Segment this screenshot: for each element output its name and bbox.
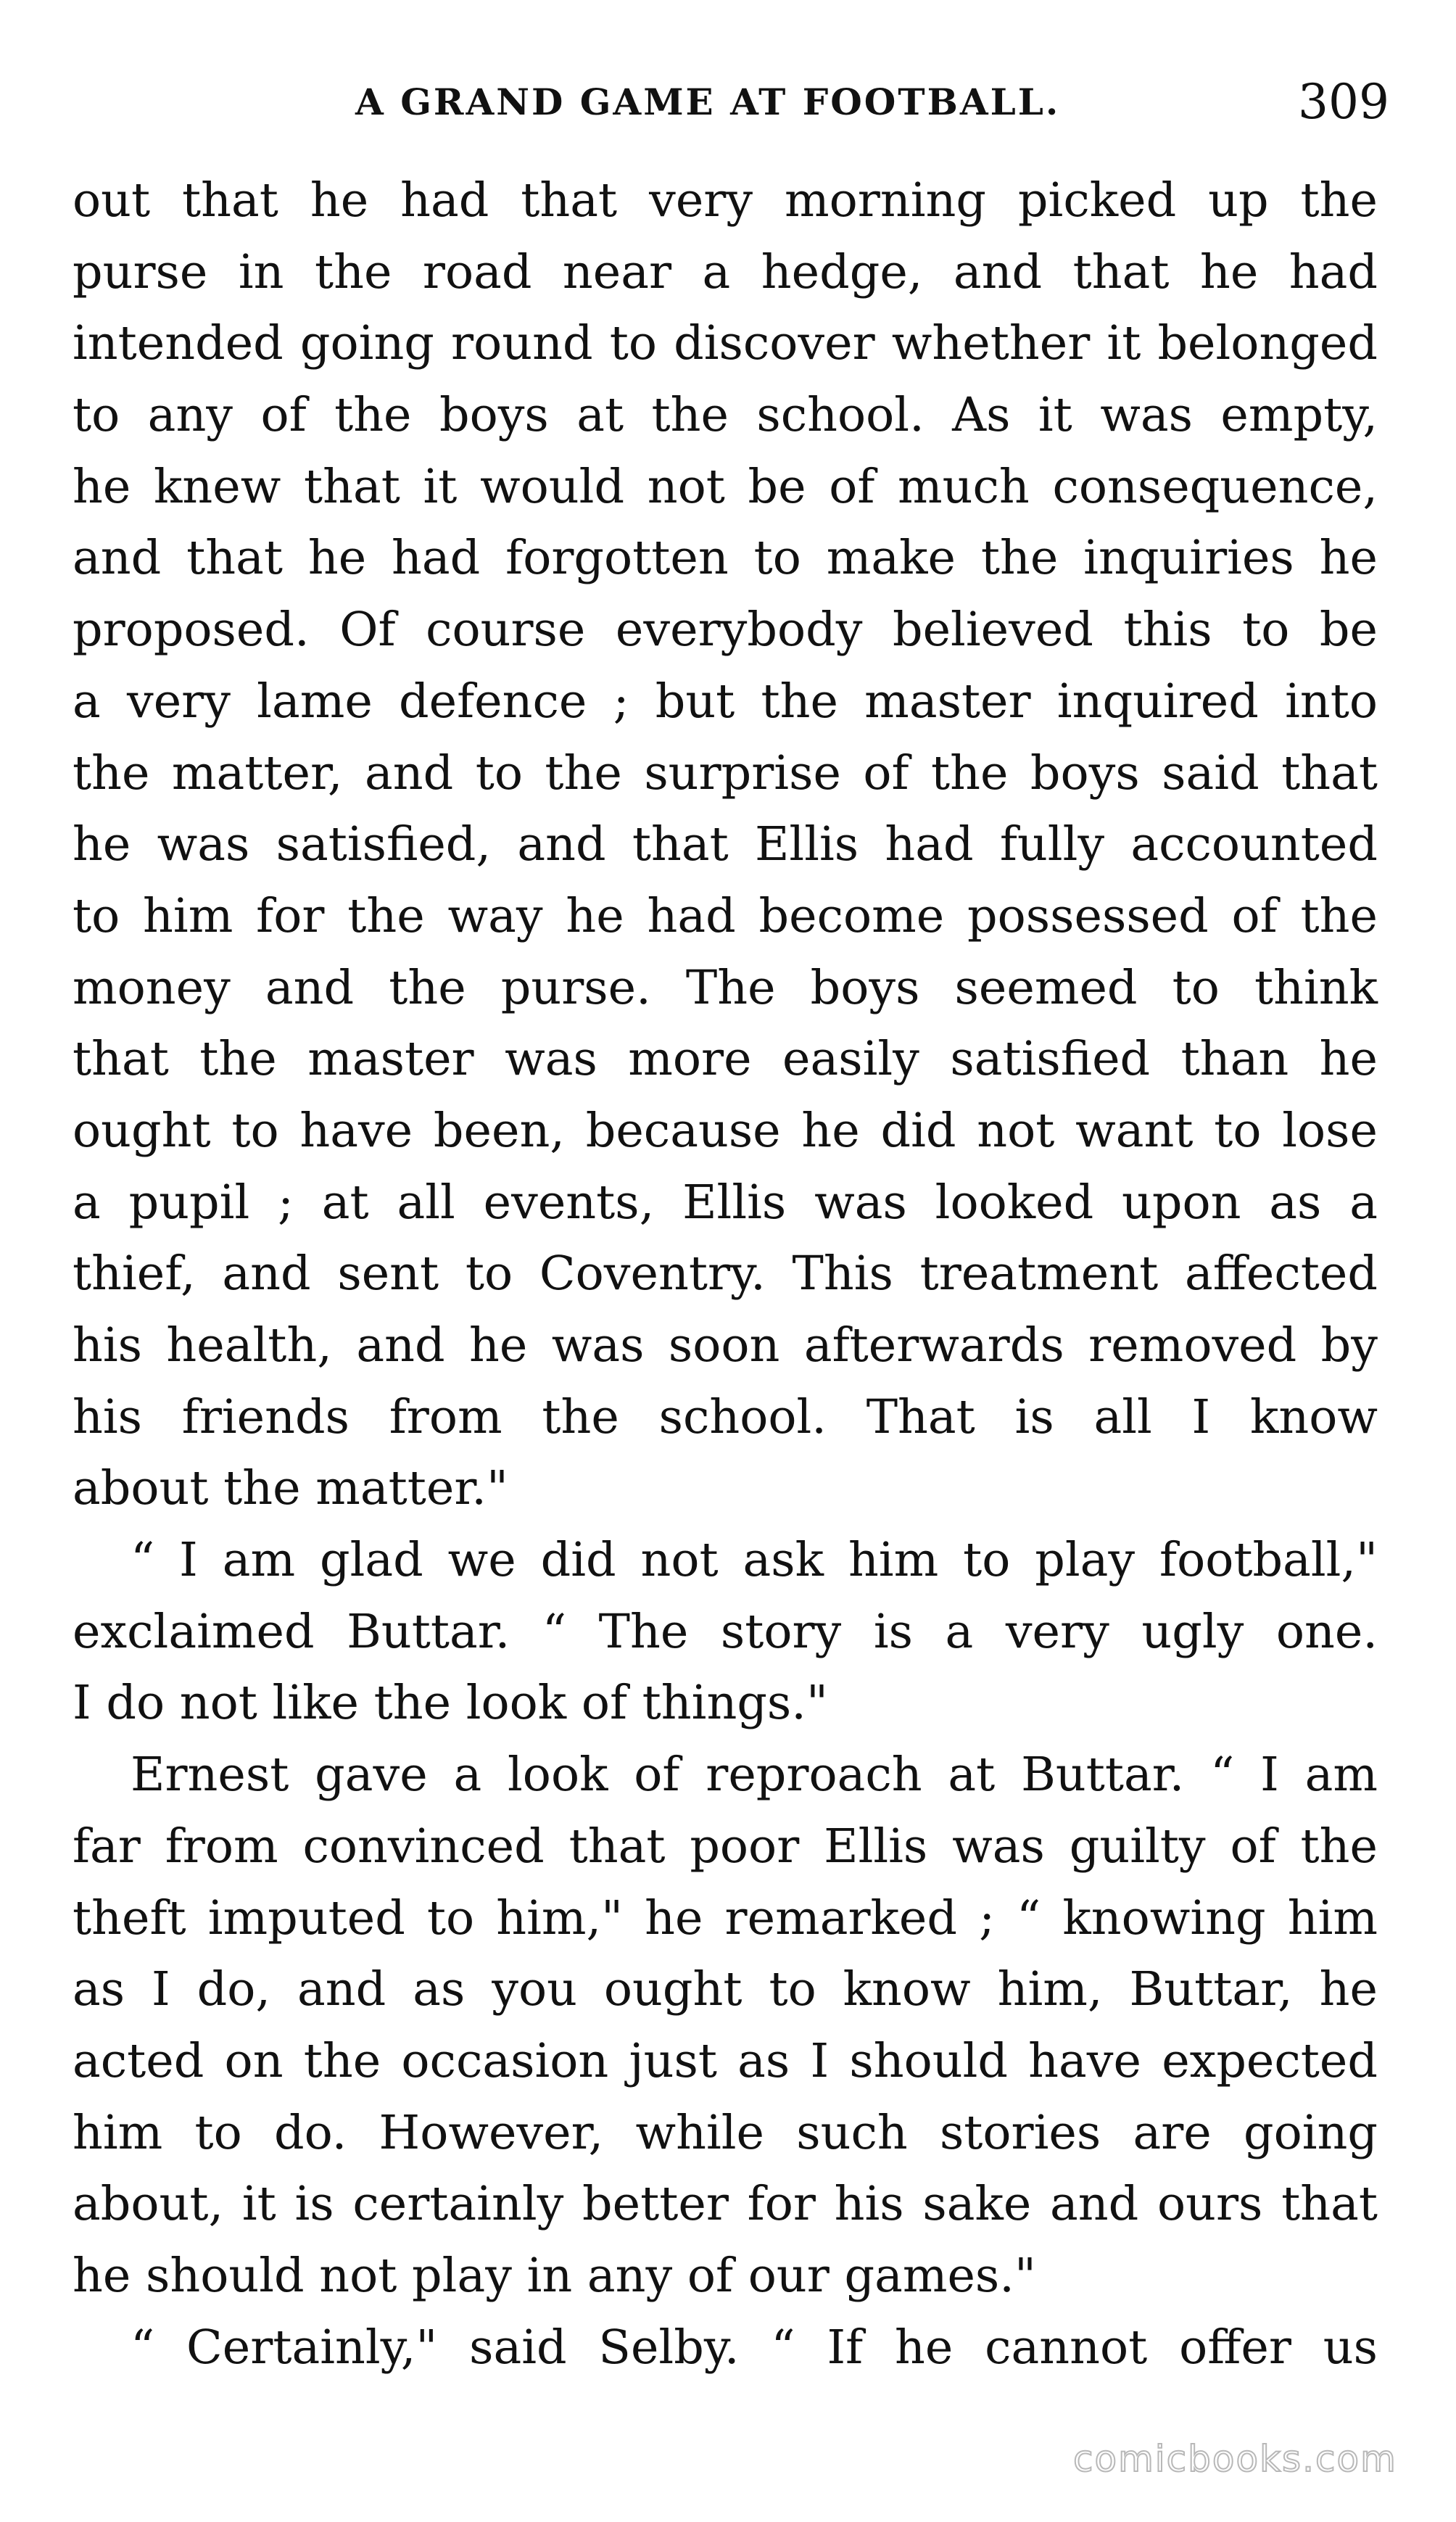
text-line: exclaimed Buttar. “ The story is a very ugly one. [73,1604,1378,1659]
text-line: he should not play in any of our games." [73,2248,1036,2303]
text-line: his health, and he was soon afterwards removed by [73,1318,1378,1373]
text-line: proposed. Of course everybody believed this to be [73,603,1378,658]
body-text [73,165,1378,2384]
text-line: him to do. However, while such stories are going [73,2105,1378,2160]
text-line: he was satisfied, and that Ellis had fully accounted [73,817,1378,872]
text-line: to him for the way he had become possessed of the [73,888,1378,943]
text-line: money and the purse. The boys seemed to think [73,960,1378,1015]
text-line: acted on the occasion just as I should have expected [73,2033,1378,2088]
text-line: intended going round to discover whether it belonged [73,316,1378,371]
text-line: and that he had forgotten to make the inquiries he [73,531,1378,586]
text-line: the matter, and to the surprise of the boys said that [73,745,1378,801]
text-line: I do not like the look of things." [73,1676,828,1731]
running-header [0,70,1456,135]
text-line: his friends from the school. That is all I know [73,1389,1378,1444]
text-line: that the master was more easily satisfied than he [73,1032,1378,1087]
page-number: 309 [1298,74,1389,130]
text-line: purse in the road near a hedge, and that he had [73,244,1378,299]
text-line: about, it is certainly better for his sake and ours that [73,2177,1378,2232]
watermark: comicbooks.com [1073,2438,1397,2480]
text-line: “ I am glad we did not ask him to play football," [131,1533,1378,1588]
text-line: far from convinced that poor Ellis was guilty of the [73,1819,1378,1874]
text-line: a very lame defence ; but the master inquired into [73,674,1378,729]
text-line: about the matter." [73,1461,508,1516]
text-line: ought to have been, because he did not want to lose [73,1103,1378,1158]
text-line: theft imputed to him," he remarked ; “ knowing him [73,1890,1378,1946]
running-title: A GRAND GAME AT FOOTBALL. [355,80,1061,123]
text-line: a pupil ; at all events, Ellis was looked upon as a [73,1175,1378,1230]
text-line: “ Certainly," said Selby. “ If he cannot offer us [131,2320,1378,2375]
text-line: to any of the boys at the school. As it was empty, [73,388,1378,443]
text-line: Ernest gave a look of reproach at Buttar. “ I am [131,1748,1378,1803]
text-line: out that he had that very morning picked up the [73,173,1378,228]
text-line: thief, and sent to Coventry. This treatment affected [73,1246,1378,1302]
text-line: as I do, and as you ought to know him, Buttar, he [73,1962,1378,2017]
text-line: he knew that it would not be of much consequence, [73,459,1378,514]
